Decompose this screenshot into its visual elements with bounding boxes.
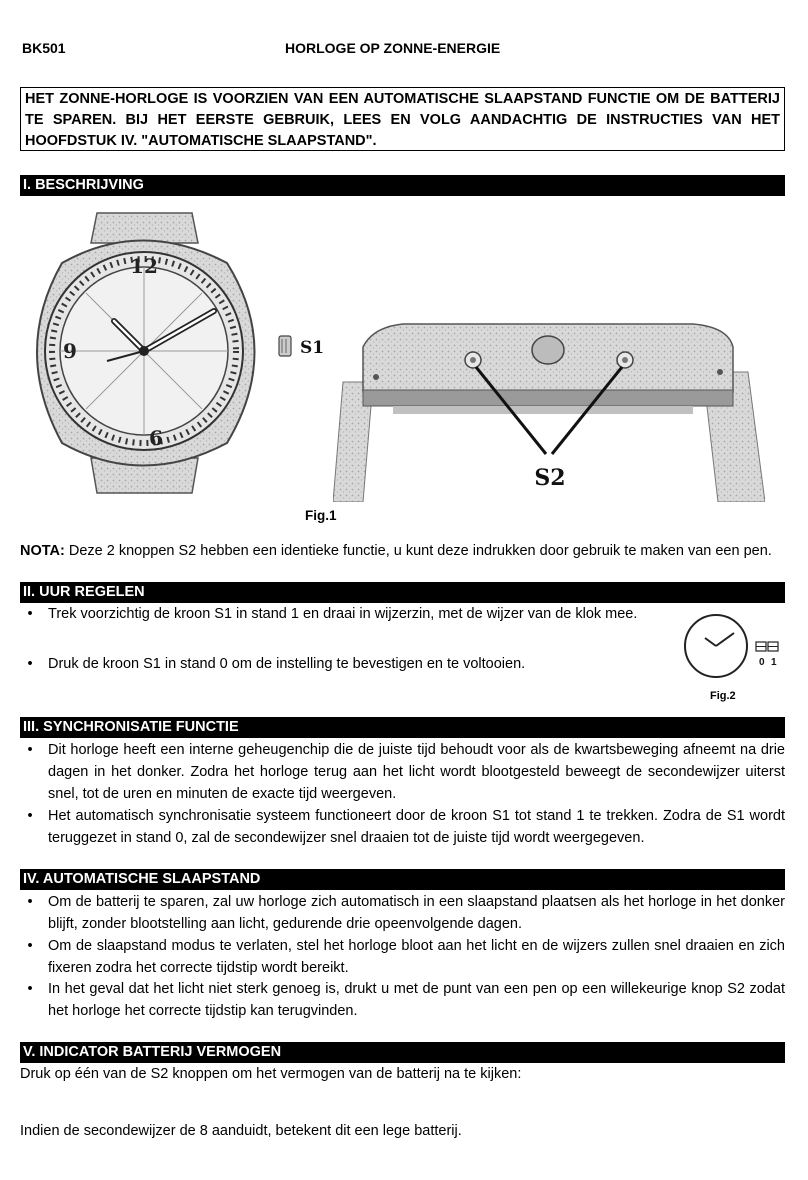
warning-box: HET ZONNE-HORLOGE IS VOORZIEN VAN EEN AUTOMATISCHE SLAAPSTAND FUNCTIE OM DE BATTERIJ TE SPAREN. BIJ HET EERSTE GEBRUIK, LEES EN VOLG AANDACHTIG DE INSTRUCTIES VAN HET HOOFDSTUK IV. "AUTOMATISCHE SLAAPSTAND". — [20, 87, 785, 151]
section-heading-time-setting: II. UUR REGELEN — [20, 582, 785, 603]
list-item: • Trek voorzichtig de kroon S1 in stand 1 en draai in wijzerzin, met de wijzer van de klok mee. — [20, 603, 670, 625]
crown-label-s1: S1 — [300, 338, 325, 358]
buttons-label-s2: S2 — [534, 465, 566, 491]
figure-1-caption: Fig.1 — [305, 508, 337, 523]
list-item: • Om de batterij te sparen, zal uw horloge zich automatisch in een slaapstand plaatsen als het horloge in het donker blijft, zonder blootstelling aan licht, gedurende drie opeenvolgende dagen. — [20, 891, 785, 935]
section-heading-synchronisation: III. SYNCHRONISATIE FUNCTIE — [20, 717, 785, 738]
list-item: • In het geval dat het licht niet sterk genoeg is, drukt u met de punt van een pen op een willekeurige knop S2 zodat het horloge het correcte tijdstip kan terugvinden. — [20, 978, 785, 1022]
battery-empty-note: Indien de secondewijzer de 8 aanduidt, betekent dit een lege batterij. — [20, 1123, 462, 1139]
crown-position-0: 0 — [759, 657, 765, 668]
list-item: • Druk de kroon S1 in stand 0 om de instelling te bevestigen en te voltooien. — [20, 653, 670, 675]
list-item: • Om de slaapstand modus te verlaten, stel het horloge bloot aan het licht en de wijzers zullen snel draaien en zich fixeren zodra het correcte tijdstip wordt bereikt. — [20, 935, 785, 979]
bullet-icon: • — [27, 656, 33, 672]
dial-number-9: 9 — [63, 339, 77, 363]
dial-number-6: 6 — [149, 426, 163, 450]
battery-instruction: Druk op één van de S2 knoppen om het vermogen van de batterij na te kijken: — [20, 1066, 522, 1082]
bullet-icon: • — [27, 808, 33, 824]
bullet-icon: • — [27, 742, 33, 758]
section-heading-description: I. BESCHRIJVING — [20, 175, 785, 196]
watch-front-illustration — [22, 203, 332, 503]
list-item: • Dit horloge heeft een interne geheugenchip die de juiste tijd behoudt voor als de kwartsbeweging afneemt na drie dagen in het donker. Zodra het horloge terug aan het licht wordt blootgesteld beweegt de secondewijzer uiterst snel, tot de uren en minuten de exacte tijd weergeven. — [20, 739, 785, 805]
document-title: HORLOGE OP ZONNE-ENERGIE — [285, 40, 501, 56]
list-item: • Het automatisch synchronisatie systeem functioneert door de kroon S1 tot stand 1 te trekken. Zodra de S1 wordt teruggezet in stand 0, zal de secondewijzer snel draaien tot de juiste tijd wordt weergegeven. — [20, 805, 785, 849]
bullet-icon: • — [27, 606, 33, 622]
watch-side-illustration — [333, 302, 765, 502]
figure-2-caption: Fig.2 — [710, 690, 736, 702]
dial-number-12: 12 — [130, 254, 158, 278]
document-code: BK501 — [22, 40, 66, 56]
section-heading-battery-indicator: V. INDICATOR BATTERIJ VERMOGEN — [20, 1042, 785, 1063]
note-paragraph — [20, 540, 785, 562]
crown-position-1: 1 — [771, 657, 777, 668]
note-label: NOTA: — [20, 543, 65, 559]
note-text: Deze 2 knoppen S2 hebben een identieke functie, u kunt deze indrukken door gebruik te maken van een pen. — [64, 543, 772, 559]
bullet-icon: • — [27, 938, 33, 954]
bullet-icon: • — [27, 894, 33, 910]
section-heading-sleep-mode: IV. AUTOMATISCHE SLAAPSTAND — [20, 869, 785, 890]
bullet-icon: • — [27, 981, 33, 997]
crown-position-diagram — [680, 610, 785, 692]
